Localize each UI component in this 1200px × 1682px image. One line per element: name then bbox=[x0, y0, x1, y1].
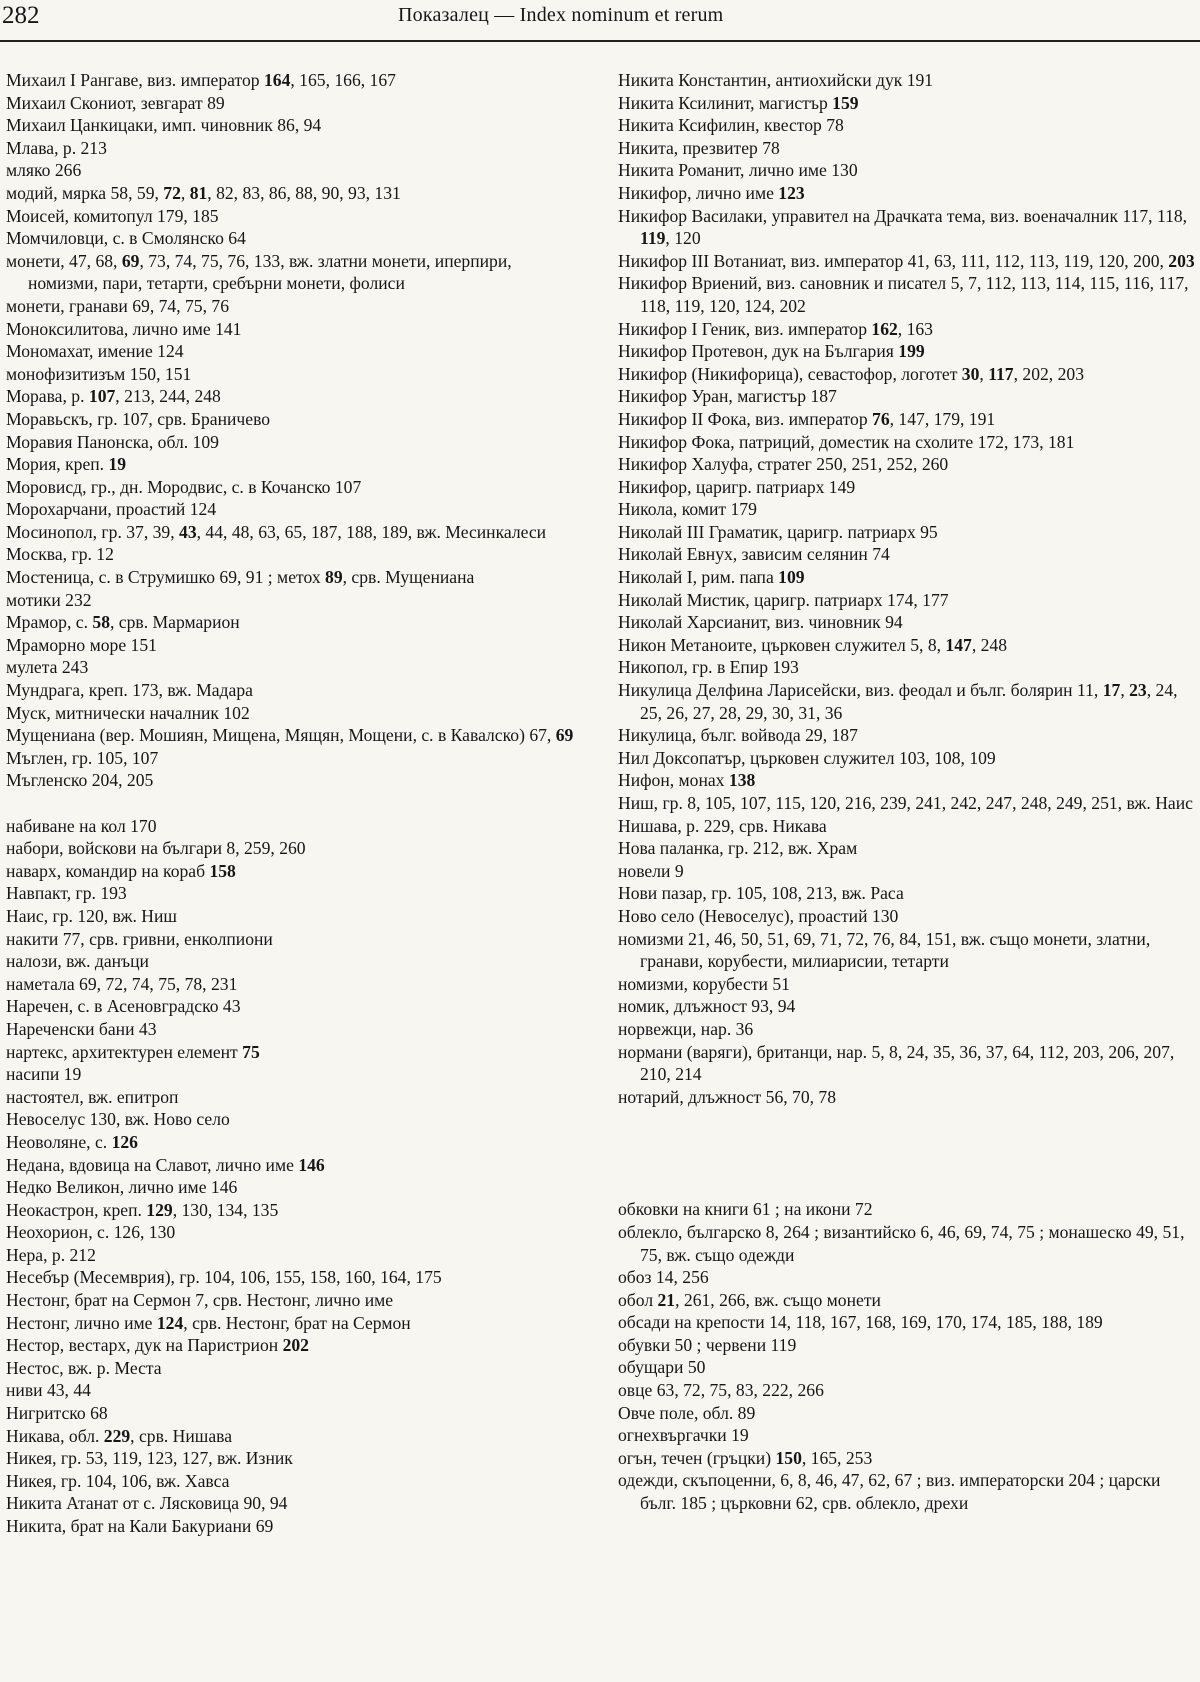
index-entry bbox=[618, 340, 1198, 363]
bold-page-ref: 76 bbox=[872, 408, 890, 429]
entry-text: огън, течен (гръцки) bbox=[618, 1447, 776, 1468]
bold-page-ref: 75 bbox=[242, 1041, 260, 1062]
bold-page-ref: 199 bbox=[898, 341, 925, 362]
bold-page-ref: 147 bbox=[945, 634, 972, 655]
index-entry bbox=[6, 431, 586, 454]
entry-text: Никифор Протевон, дук на България bbox=[618, 341, 899, 362]
index-entry bbox=[6, 1199, 586, 1222]
entry-text: Никифор, лично име bbox=[618, 182, 779, 203]
bold-page-ref: 123 bbox=[778, 182, 805, 203]
index-entry bbox=[6, 340, 586, 363]
entry-text: Неоволяне, с. bbox=[6, 1131, 112, 1152]
index-entry bbox=[618, 837, 1198, 860]
entry-text: Неокастрон, креп. bbox=[6, 1199, 147, 1220]
index-entry bbox=[6, 1041, 586, 1064]
bold-page-ref: 89 bbox=[325, 567, 343, 588]
index-entry bbox=[618, 882, 1198, 905]
bold-page-ref: 150 bbox=[775, 1447, 802, 1468]
entry-text: , срв. Нишава bbox=[130, 1425, 233, 1446]
index-entry bbox=[618, 1221, 1198, 1266]
index-entry bbox=[6, 1086, 586, 1109]
index-entry bbox=[6, 1131, 586, 1154]
index-entry bbox=[6, 182, 586, 205]
entry-text: Моровисд, гр., дн. Мородвис, с. в Кочанско 107 bbox=[6, 476, 362, 497]
entry-text: мулета 243 bbox=[6, 657, 89, 678]
entry-text: Наис, гр. 120, вж. Ниш bbox=[6, 905, 177, 926]
entry-text: нормани (варяги), британци, нар. 5, 8, 24, 35, 36, 37, 64, 112, 203, 206, 207, 210, 214 bbox=[618, 1041, 1175, 1085]
bold-page-ref: 119 bbox=[640, 228, 666, 249]
running-head: Показалец — Index nominum et rerum bbox=[398, 4, 724, 26]
index-entry bbox=[618, 92, 1198, 115]
entry-text: номизми 21, 46, 50, 51, 69, 71, 72, 76, 84, 151, вж. също монети, златни, гранави, корубести, милиарисии, тетарти bbox=[618, 928, 1151, 972]
bold-page-ref: 69 bbox=[121, 250, 140, 271]
index-entry bbox=[618, 205, 1198, 250]
bold-page-ref: 30 bbox=[961, 363, 980, 384]
index-entry bbox=[6, 543, 586, 566]
index-entry bbox=[618, 792, 1198, 815]
index-entry bbox=[6, 769, 586, 792]
bold-page-ref: 109 bbox=[778, 567, 805, 588]
entry-text: Мостеница, с. в Струмишко 69, 91 ; метох bbox=[6, 567, 326, 588]
bold-page-ref: 58 bbox=[92, 612, 110, 633]
entry-text: Моноксилитова, лично име 141 bbox=[6, 318, 242, 339]
bold-page-ref: 107 bbox=[88, 386, 116, 407]
entry-text: наметала 69, 72, 74, 75, 78, 231 bbox=[6, 973, 238, 994]
index-entry bbox=[6, 1108, 586, 1131]
index-entry bbox=[6, 634, 586, 657]
index-entry bbox=[6, 747, 586, 770]
entry-text: Нови пазар, гр. 105, 108, 213, вж. Раса bbox=[618, 883, 904, 904]
index-entry bbox=[6, 69, 586, 92]
entry-text: Моравия Панонска, обл. 109 bbox=[6, 431, 219, 452]
index-entry bbox=[6, 363, 586, 386]
index-entry bbox=[618, 1402, 1198, 1425]
entry-text: Наречен, с. в Асеновградско 43 bbox=[6, 996, 241, 1017]
index-entry bbox=[6, 1154, 586, 1177]
entry-text: Николай III Граматик, царигр. патриарх 95 bbox=[618, 521, 938, 542]
entry-text: Млава, р. 213 bbox=[6, 137, 107, 158]
entry-text: монети, гранави 69, 74, 75, 76 bbox=[6, 295, 229, 316]
index-entry bbox=[618, 634, 1198, 657]
entry-text: огнехвъргачки 19 bbox=[618, 1425, 749, 1446]
index-entry bbox=[618, 1424, 1198, 1447]
index-entry bbox=[618, 747, 1198, 770]
bold-page-ref: 69 bbox=[555, 725, 574, 746]
entry-text: , 73, 74, 75, 76, 133, вж. златни монети, иперпири, номизми, пари, тетарти, сребърни монети, фолиси bbox=[28, 250, 512, 294]
entry-text: модий, мярка 58, 59, bbox=[6, 182, 164, 203]
entry-text: , срв. Мармарион bbox=[109, 612, 240, 633]
index-entry bbox=[6, 137, 586, 160]
index-column-left bbox=[6, 69, 586, 1538]
entry-text: Навпакт, гр. 193 bbox=[6, 883, 127, 904]
bold-page-ref: 202 bbox=[282, 1335, 309, 1356]
index-entry bbox=[618, 1311, 1198, 1334]
entry-text: , 165, 166, 167 bbox=[290, 70, 396, 90]
index-entry bbox=[6, 1289, 586, 1312]
bold-page-ref: 72 bbox=[163, 182, 181, 203]
entry-text: Мономахат, имение 124 bbox=[6, 341, 184, 362]
bold-page-ref: 23 bbox=[1129, 680, 1147, 701]
entry-text: Овче поле, обл. 89 bbox=[618, 1402, 756, 1423]
entry-text: Нестонг, лично име bbox=[6, 1312, 157, 1333]
page-number: 282 bbox=[2, 2, 40, 29]
entry-text: Невоселус 130, вж. Ново село bbox=[6, 1109, 230, 1130]
entry-text: Нера, р. 212 bbox=[6, 1244, 96, 1265]
entry-text: одежди, скъпоценни, 6, 8, 46, 47, 62, 67 ; виз. императорски 204 ; царски бълг. 185 ; църковни 62, срв. облекло, дрехи bbox=[618, 1470, 1161, 1514]
entry-text: обущари 50 bbox=[618, 1357, 706, 1378]
index-entry bbox=[618, 769, 1198, 792]
entry-text: , 82, 83, 86, 88, 90, 93, 131 bbox=[207, 182, 401, 203]
bold-page-ref: 43 bbox=[179, 521, 197, 542]
entry-text: Муск, митнически началник 102 bbox=[6, 702, 250, 723]
index-entry bbox=[618, 566, 1198, 589]
entry-text: Николай Евнух, зависим селянин 74 bbox=[618, 544, 890, 565]
index-entry bbox=[6, 928, 586, 951]
bold-page-ref: 138 bbox=[728, 770, 756, 791]
entry-text: Морава, р. bbox=[6, 386, 89, 407]
entry-text: Несебър (Месемврия), гр. 104, 106, 155, 158, 160, 164, 175 bbox=[6, 1267, 442, 1288]
entry-text: Нестор, вестарх, дук на Паристрион bbox=[6, 1335, 283, 1356]
index-entry bbox=[618, 182, 1198, 205]
index-entry bbox=[618, 114, 1198, 137]
entry-text: Никита Атанат от с. Лясковица 90, 94 bbox=[6, 1493, 288, 1514]
index-column-right bbox=[618, 69, 1198, 1515]
index-entry bbox=[618, 860, 1198, 883]
index-entry bbox=[6, 882, 586, 905]
index-entry bbox=[6, 656, 586, 679]
index-entry bbox=[6, 295, 586, 318]
entry-text: обол bbox=[618, 1289, 658, 1310]
entry-text: обковки на книги 61 ; на икони 72 bbox=[618, 1199, 873, 1220]
index-entry bbox=[618, 679, 1198, 724]
bold-page-ref: 203 bbox=[1168, 250, 1195, 271]
entry-text: Никифор Халуфа, стратег 250, 251, 252, 260 bbox=[618, 454, 949, 475]
index-entry bbox=[6, 92, 586, 115]
entry-text: ниви 43, 44 bbox=[6, 1380, 91, 1401]
index-entry bbox=[6, 1425, 586, 1448]
entry-text: овце 63, 72, 75, 83, 222, 266 bbox=[618, 1380, 824, 1401]
entry-text: Никифор (Никифорица), севастофор, логотет bbox=[618, 363, 962, 384]
entry-text: Нареченски бани 43 bbox=[6, 1018, 157, 1039]
index-entry bbox=[618, 1334, 1198, 1357]
entry-text: Нишава, р. 229, срв. Никава bbox=[618, 815, 827, 836]
entry-text: Никава, обл. bbox=[6, 1425, 104, 1446]
page-header bbox=[0, 0, 1200, 42]
entry-text: норвежци, нар. 36 bbox=[618, 1018, 754, 1039]
bold-page-ref: 129 bbox=[146, 1199, 173, 1220]
entry-text: Никифор Вриений, виз. сановник и писател 5, 7, 112, 113, 114, 115, 116, 117, 118, 119, 120, 124, 202 bbox=[618, 273, 1189, 316]
index-entry bbox=[6, 1221, 586, 1244]
entry-text: , 261, 266, вж. също монети bbox=[675, 1289, 881, 1310]
entry-text: Никита Ксифилин, квестор 78 bbox=[618, 115, 844, 136]
bold-page-ref: 124 bbox=[156, 1312, 184, 1333]
index-entry bbox=[618, 498, 1198, 521]
index-entry bbox=[618, 250, 1198, 273]
index-entry bbox=[618, 589, 1198, 612]
index-entry bbox=[6, 1357, 586, 1380]
entry-text: , bbox=[1120, 680, 1130, 701]
index-entry bbox=[618, 69, 1198, 92]
index-entry bbox=[618, 1447, 1198, 1470]
entry-text: Нова паланка, гр. 212, вж. Храм bbox=[618, 838, 858, 859]
index-entry bbox=[6, 973, 586, 996]
entry-text: Мундрага, креп. 173, вж. Мадара bbox=[6, 680, 253, 701]
index-entry bbox=[6, 589, 586, 612]
index-entry bbox=[6, 250, 586, 295]
entry-text: обоз 14, 256 bbox=[618, 1267, 709, 1288]
index-entry bbox=[6, 227, 586, 250]
index-entry bbox=[618, 656, 1198, 679]
entry-text: Никифор II Фока, виз. император bbox=[618, 408, 873, 429]
entry-text: номизми, корубести 51 bbox=[618, 973, 790, 994]
index-entry bbox=[6, 1402, 586, 1425]
index-entry bbox=[6, 905, 586, 928]
entry-text: , 130, 134, 135 bbox=[172, 1199, 279, 1220]
index-entry bbox=[618, 1379, 1198, 1402]
index-entry bbox=[6, 815, 586, 838]
index-entry bbox=[618, 973, 1198, 996]
index-entry bbox=[6, 453, 586, 476]
index-entry bbox=[618, 1198, 1198, 1221]
entry-text: Николай Харсианит, виз. чиновник 94 bbox=[618, 612, 903, 633]
index-entry bbox=[6, 1492, 586, 1515]
entry-text: мотики 232 bbox=[6, 589, 92, 610]
bold-page-ref: 229 bbox=[103, 1425, 131, 1446]
section-gap bbox=[618, 1108, 1198, 1198]
index-entry bbox=[6, 205, 586, 228]
entry-text: номик, длъжност 93, 94 bbox=[618, 996, 796, 1017]
entry-text: Михаил Скониот, зевгарат 89 bbox=[6, 92, 225, 113]
entry-text: , 44, 48, 63, 65, 187, 188, 189, вж. Месинкалеси bbox=[196, 521, 547, 542]
index-entry bbox=[6, 1176, 586, 1199]
entry-text: Моисей, комитопул 179, 185 bbox=[6, 205, 219, 226]
index-entry bbox=[6, 1063, 586, 1086]
index-entry bbox=[6, 159, 586, 182]
entry-text: нотарий, длъжност 56, 70, 78 bbox=[618, 1086, 837, 1107]
entry-text: Никита Константин, антиохийски дук 191 bbox=[618, 70, 934, 90]
entry-text: облекло, българско 8, 264 ; византийско 6, 46, 69, 74, 75 ; монашеско 49, 51, 75, вж. също одежди bbox=[618, 1221, 1185, 1265]
entry-text: Никопол, гр. в Епир 193 bbox=[618, 657, 799, 678]
index-entry bbox=[618, 363, 1198, 386]
entry-text: Мъглен, гр. 105, 107 bbox=[6, 747, 159, 768]
entry-text: накити 77, срв. гривни, енколпиони bbox=[6, 928, 273, 949]
index-entry bbox=[6, 995, 586, 1018]
entry-text: Нигритско 68 bbox=[6, 1403, 108, 1424]
entry-text: монофизитизъм 150, 151 bbox=[6, 363, 192, 384]
bold-page-ref: 159 bbox=[832, 92, 859, 113]
index-entry bbox=[618, 272, 1198, 317]
entry-text: , срв. Мущениана bbox=[342, 567, 475, 588]
bold-page-ref: 21 bbox=[657, 1289, 676, 1310]
index-entry bbox=[618, 1086, 1198, 1109]
entry-text: Никола, комит 179 bbox=[618, 499, 757, 520]
entry-text: Николай I, рим. папа bbox=[618, 567, 779, 588]
bold-page-ref: 81 bbox=[189, 182, 208, 203]
bold-page-ref: 158 bbox=[209, 860, 236, 881]
entry-text: Никита, презвитер 78 bbox=[618, 137, 780, 158]
bold-page-ref: 146 bbox=[298, 1154, 325, 1175]
index-entry bbox=[6, 724, 586, 747]
entry-text: Никита, брат на Кали Бакуриани 69 bbox=[6, 1516, 274, 1536]
index-entry bbox=[6, 702, 586, 725]
index-entry bbox=[6, 950, 586, 973]
entry-text: Никита Романит, лично име 130 bbox=[618, 160, 858, 181]
entry-text: Недко Великон, лично име 146 bbox=[6, 1177, 238, 1198]
entry-text: нартекс, архитектурен елемент bbox=[6, 1041, 243, 1062]
index-entry bbox=[618, 521, 1198, 544]
index-entry bbox=[6, 1018, 586, 1041]
index-entry bbox=[618, 453, 1198, 476]
index-entry bbox=[6, 1515, 586, 1538]
entry-text: Нестос, вж. р. Места bbox=[6, 1357, 162, 1378]
index-entry bbox=[6, 1470, 586, 1493]
entry-text: набиване на кол 170 bbox=[6, 815, 157, 836]
entry-text: Никифор Фока, патриций, доместик на схолите 172, 173, 181 bbox=[618, 431, 1075, 452]
entry-text: Ниш, гр. 8, 105, 107, 115, 120, 216, 239, 241, 242, 247, 248, 249, 251, вж. Наис bbox=[618, 793, 1193, 813]
index-entry bbox=[618, 137, 1198, 160]
entry-text: Мъгленско 204, 205 bbox=[6, 770, 154, 791]
section-gap bbox=[6, 792, 586, 815]
entry-text: мляко 266 bbox=[6, 160, 82, 181]
entry-text: Никулица Делфина Ларисейски, виз. феодал и бълг. болярин 11, bbox=[618, 680, 1103, 701]
entry-text: Неохорион, с. 126, 130 bbox=[6, 1222, 176, 1243]
entry-text: обсади на крепости 14, 118, 167, 168, 169, 170, 174, 185, 188, 189 bbox=[618, 1312, 1103, 1333]
index-entry bbox=[6, 498, 586, 521]
index-entry bbox=[618, 543, 1198, 566]
index-entry bbox=[618, 1469, 1198, 1514]
entry-text: новели 9 bbox=[618, 860, 684, 881]
entry-text: Нифон, монах bbox=[618, 770, 729, 791]
index-entry bbox=[618, 408, 1198, 431]
index-entry bbox=[6, 566, 586, 589]
entry-text: , 213, 244, 248 bbox=[115, 386, 221, 407]
index-entry bbox=[618, 1289, 1198, 1312]
entry-text: Морохарчани, проастий 124 bbox=[6, 499, 217, 520]
entry-text: , 202, 203 bbox=[1013, 363, 1084, 384]
index-entry bbox=[6, 837, 586, 860]
index-entry bbox=[6, 1312, 586, 1335]
index-entry bbox=[6, 521, 586, 544]
index-entry bbox=[618, 611, 1198, 634]
entry-text: настоятел, вж. епитроп bbox=[6, 1086, 179, 1107]
entry-text: Нестонг, брат на Сермон 7, срв. Нестонг, лично име bbox=[6, 1290, 394, 1311]
entry-text: , 248 bbox=[971, 634, 1007, 655]
index-entry bbox=[618, 928, 1198, 973]
index-entry bbox=[618, 995, 1198, 1018]
index-entry bbox=[618, 724, 1198, 747]
index-entry bbox=[6, 114, 586, 137]
entry-text: Михаил I Рангаве, виз. император bbox=[6, 70, 264, 90]
entry-text: обувки 50 ; червени 119 bbox=[618, 1334, 797, 1355]
entry-text: Мория, креп. bbox=[6, 454, 109, 475]
entry-text: Никон Метаноите, църковен служител 5, 8, bbox=[618, 634, 946, 655]
index-entry bbox=[618, 385, 1198, 408]
entry-text: монети, 47, 68, bbox=[6, 250, 122, 271]
entry-text: Никифор Уран, магистър 187 bbox=[618, 386, 837, 407]
entry-text: Моравьскъ, гр. 107, срв. Браничево bbox=[6, 408, 271, 429]
entry-text: налози, вж. данъци bbox=[6, 951, 149, 972]
entry-text: Никифор III Вотаниат, виз. император 41, 63, 111, 112, 113, 119, 120, 200, bbox=[618, 250, 1169, 271]
entry-text: , 120 bbox=[665, 228, 701, 249]
index-entry bbox=[6, 1266, 586, 1289]
bold-page-ref: 117 bbox=[988, 363, 1014, 384]
index-entry bbox=[618, 1356, 1198, 1379]
index-entry bbox=[6, 318, 586, 341]
entry-text: , bbox=[979, 363, 989, 384]
index-entry bbox=[6, 860, 586, 883]
index-entry bbox=[618, 815, 1198, 838]
entry-text: Николай Мистик, царигр. патриарх 174, 177 bbox=[618, 589, 949, 610]
entry-text: , срв. Нестонг, брат на Сермон bbox=[183, 1312, 411, 1333]
entry-text: Никулица, бълг. войвода 29, 187 bbox=[618, 725, 858, 746]
entry-text: Момчиловци, с. в Смолянско 64 bbox=[6, 228, 246, 249]
index-entry bbox=[618, 476, 1198, 499]
entry-text: набори, войскови на българи 8, 259, 260 bbox=[6, 838, 306, 859]
index-entry bbox=[618, 431, 1198, 454]
index-entry bbox=[6, 1334, 586, 1357]
bold-page-ref: 19 bbox=[108, 454, 127, 475]
index-entry bbox=[618, 1266, 1198, 1289]
index-entry bbox=[6, 408, 586, 431]
entry-text: Недана, вдовица на Славот, лично име bbox=[6, 1154, 299, 1175]
index-entry bbox=[618, 159, 1198, 182]
entry-text: Мраморно море 151 bbox=[6, 634, 157, 655]
entry-text: , 147, 179, 191 bbox=[889, 408, 996, 429]
entry-text: насипи 19 bbox=[6, 1064, 82, 1085]
index-entry bbox=[6, 476, 586, 499]
entry-text: Никифор I Геник, виз. император bbox=[618, 318, 872, 339]
index-entry bbox=[6, 679, 586, 702]
entry-text: Москва, гр. 12 bbox=[6, 544, 114, 565]
index-entry bbox=[6, 385, 586, 408]
entry-text: Мосинопол, гр. 37, 39, bbox=[6, 521, 180, 542]
entry-text: Мущениана (вер. Мошиян, Мищена, Мящян, Мощени, с. в Кавалско) 67, bbox=[6, 725, 556, 746]
entry-text: , 24, 25, 26, 27, 28, 29, 30, 31, 36 bbox=[640, 680, 1178, 723]
index-entry bbox=[618, 1041, 1198, 1086]
entry-text: Никея, гр. 104, 106, вж. Хавса bbox=[6, 1470, 230, 1491]
bold-page-ref: 164 bbox=[263, 70, 291, 90]
entry-text: , 163 bbox=[897, 318, 933, 339]
index-entry bbox=[618, 1018, 1198, 1041]
index-entry bbox=[6, 1447, 586, 1470]
entry-text: Мрамор, с. bbox=[6, 612, 93, 633]
entry-text: Никифор Василаки, управител на Драчката тема, виз. военачалник 117, 118, bbox=[618, 205, 1188, 226]
entry-text: , 165, 253 bbox=[801, 1447, 873, 1468]
bold-page-ref: 126 bbox=[111, 1131, 138, 1152]
entry-text: , bbox=[180, 182, 190, 203]
entry-text: Никита Ксилинит, магистър bbox=[618, 92, 833, 113]
entry-text: наварх, командир на кораб bbox=[6, 860, 210, 881]
bold-page-ref: 162 bbox=[871, 318, 898, 339]
index-entry bbox=[618, 905, 1198, 928]
entry-text: Никея, гр. 53, 119, 123, 127, вж. Изник bbox=[6, 1448, 293, 1469]
index-entry bbox=[6, 611, 586, 634]
index-entry bbox=[618, 318, 1198, 341]
entry-text: Михаил Цанкицаки, имп. чиновник 86, 94 bbox=[6, 115, 322, 136]
index-entry bbox=[6, 1244, 586, 1267]
entry-text: Ново село (Невоселус), проастий 130 bbox=[618, 905, 899, 926]
entry-text: Нил Доксопатър, църковен служител 103, 108, 109 bbox=[618, 747, 996, 768]
entry-text: Никифор, царигр. патриарх 149 bbox=[618, 476, 856, 497]
index-entry bbox=[6, 1379, 586, 1402]
bold-page-ref: 17 bbox=[1102, 680, 1121, 701]
